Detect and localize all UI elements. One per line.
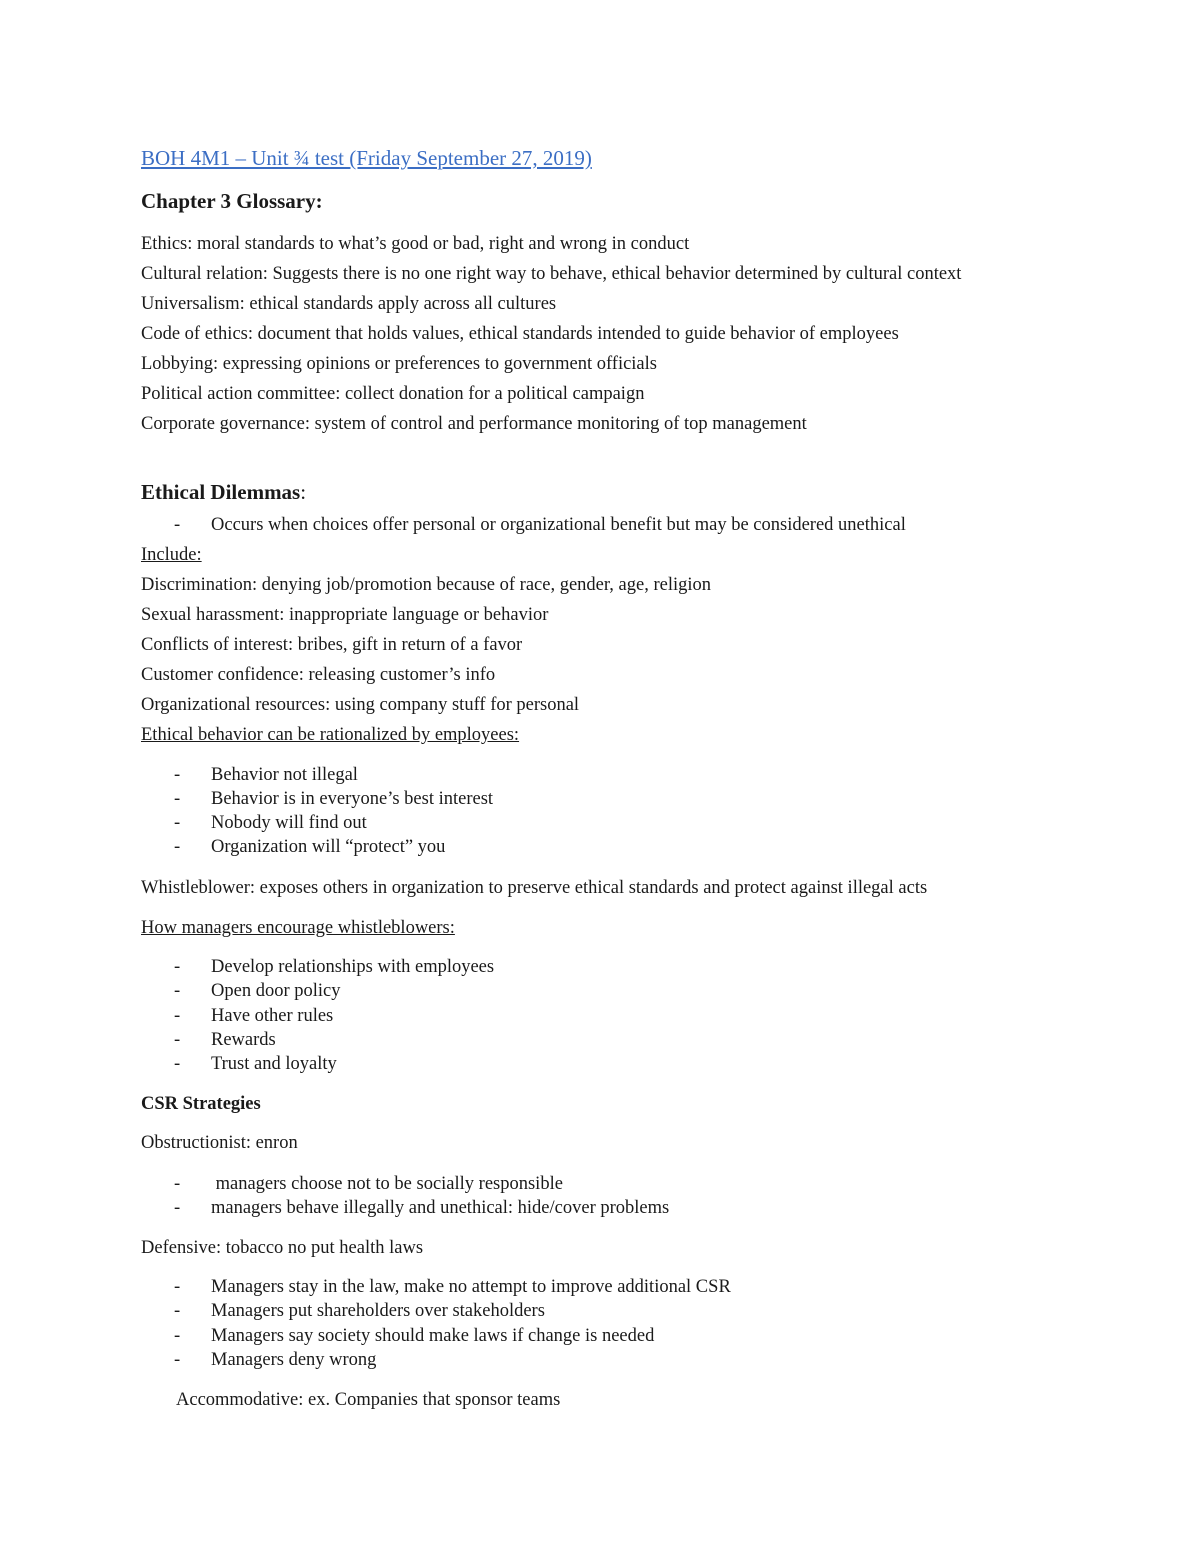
bullet-text: Behavior is in everyone’s best interest: [211, 789, 494, 809]
list-item: [174, 1052, 337, 1076]
list-item: [174, 1004, 333, 1028]
bullet-text: Managers deny wrong: [211, 1350, 377, 1370]
bullet-text: Managers say society should make laws if change is needed: [211, 1326, 655, 1346]
list-item: [174, 1275, 731, 1299]
list-item: [174, 1299, 545, 1323]
bullet-text: Rewards: [211, 1030, 276, 1050]
dilemma-item: Customer confidence: releasing customer’s info: [141, 665, 496, 685]
list-item: [174, 835, 445, 859]
bullet-text: Develop relationships with employees: [211, 957, 495, 977]
whistleblower-definition: Whistleblower: exposes others in organization to preserve ethical standards and protect against illegal acts: [141, 878, 928, 898]
glossary-item: Corporate governance: system of control and performance monitoring of top management: [141, 414, 807, 434]
list-item: [174, 1028, 276, 1052]
dilemma-item: Organizational resources: using company stuff for personal: [141, 695, 580, 715]
glossary-item: Universalism: ethical standards apply across all cultures: [141, 294, 557, 314]
bullet-text: Behavior not illegal: [211, 765, 358, 785]
bullet-dash: -: [174, 1174, 181, 1194]
bullet-text: Managers put shareholders over stakeholders: [211, 1301, 545, 1321]
csr-heading: CSR Strategies: [141, 1094, 261, 1114]
defensive-label: Defensive: tobacco no put health laws: [141, 1238, 424, 1258]
bullet-dash: -: [174, 1054, 181, 1074]
bullet-dash: -: [174, 1006, 181, 1026]
obstructionist-label: Obstructionist: enron: [141, 1133, 298, 1153]
bullet-dash: -: [174, 765, 181, 785]
bullet-dash: -: [174, 789, 181, 809]
list-item: [174, 955, 494, 979]
bullet-dash: -: [174, 1198, 181, 1218]
dilemma-item: Discrimination: denying job/promotion because of race, gender, age, religion: [141, 575, 712, 595]
dilemma-item: Conflicts of interest: bribes, gift in return of a favor: [141, 635, 523, 655]
bullet-dash: -: [174, 1326, 181, 1346]
bullet-dash: -: [174, 1030, 181, 1050]
bullet-text: Occurs when choices offer personal or organizational benefit but may be considered unethical: [211, 515, 906, 535]
list-item: [174, 787, 493, 811]
dilemmas-heading: [141, 478, 306, 506]
glossary-item: Lobbying: expressing opinions or preferences to government officials: [141, 354, 657, 374]
bullet-dash: -: [174, 981, 181, 1001]
bullet-text: Managers stay in the law, make no attempt to improve additional CSR: [211, 1277, 731, 1297]
bullet-dash: -: [174, 515, 181, 535]
list-item: [174, 513, 906, 537]
include-label: Include:: [141, 545, 202, 565]
bullet-text: Trust and loyalty: [211, 1054, 337, 1074]
bullet-dash: -: [174, 813, 181, 833]
rationalized-label: Ethical behavior can be rationalized by employees:: [141, 725, 520, 745]
glossary-heading: Chapter 3 Glossary:: [141, 189, 323, 213]
list-item: [174, 1172, 563, 1196]
bullet-dash: -: [174, 1350, 181, 1370]
list-item: [174, 763, 358, 787]
bullet-text: Organization will “protect” you: [211, 837, 446, 857]
bullet-text: Have other rules: [211, 1006, 334, 1026]
dilemma-item: Sexual harassment: inappropriate language or behavior: [141, 605, 549, 625]
list-item: [174, 1324, 654, 1348]
glossary-item: Ethics: moral standards to what’s good or bad, right and wrong in conduct: [141, 234, 690, 254]
encourage-label: How managers encourage whistleblowers:: [141, 918, 455, 938]
glossary-item: Cultural relation: Suggests there is no one right way to behave, ethical behavior determined by cultural context: [141, 264, 962, 284]
dilemmas-heading-text: Ethical Dilemmas: [141, 480, 301, 504]
bullet-dash: -: [174, 837, 181, 857]
bullet-dash: -: [174, 1301, 181, 1321]
glossary-item: Political action committee: collect donation for a political campaign: [141, 384, 645, 404]
bullet-dash: -: [174, 1277, 181, 1297]
accommodative-label: Accommodative: ex. Companies that sponsor teams: [176, 1390, 561, 1410]
document-title: BOH 4M1 – Unit ¾ test (Friday September 27, 2019): [141, 146, 592, 170]
bullet-text: Open door policy: [211, 981, 341, 1001]
glossary-item: Code of ethics: document that holds values, ethical standards intended to guide behavior of employees: [141, 324, 899, 344]
list-item: [174, 979, 340, 1003]
list-item: [174, 811, 367, 835]
bullet-text: managers choose not to be socially responsible: [211, 1174, 563, 1194]
bullet-text: managers behave illegally and unethical: hide/cover problems: [211, 1198, 670, 1218]
bullet-dash: -: [174, 957, 181, 977]
list-item: [174, 1196, 669, 1220]
list-item: [174, 1348, 376, 1372]
bullet-text: Nobody will find out: [211, 813, 367, 833]
dilemmas-heading-colon: :: [300, 480, 307, 504]
